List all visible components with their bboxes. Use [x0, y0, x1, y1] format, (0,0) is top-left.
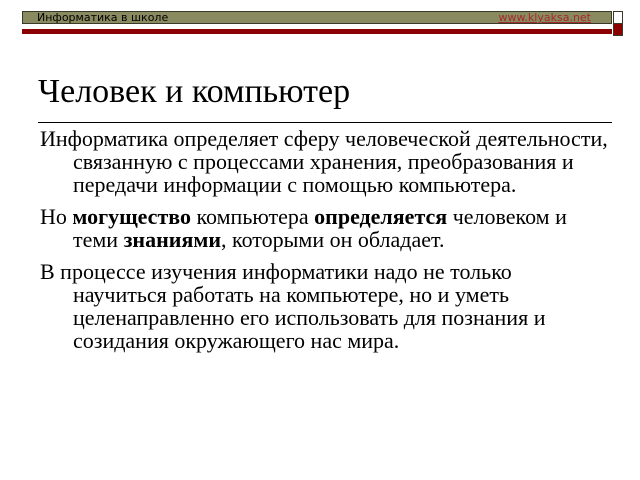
corner-box-accent: [613, 23, 623, 36]
slide-title: Человек и компьютер: [38, 73, 351, 110]
header-title: Информатика в школе: [37, 11, 169, 24]
website-link[interactable]: www.klyaksa.net: [498, 11, 591, 24]
paragraph-3: В процессе изучения информатики надо не только научиться работать на компьютере, но и уметь целенаправленно его использовать для познания и созидания окружающего нас мира.: [40, 259, 546, 353]
title-divider: [38, 122, 612, 123]
paragraph-2-bold-2: определяется: [314, 204, 448, 229]
paragraph-2-text-4: , которыми он обладает.: [221, 227, 445, 252]
paragraph-1: Информатика определяет сферу человеческой деятельности, связанную с процессами хранения, преобразования и передачи информации с помощью компьютера.: [40, 126, 608, 197]
paragraph-2-text-2: компьютера: [190, 204, 315, 229]
slide-body: [40, 127, 610, 361]
paragraph-2-text-1: Но: [40, 204, 73, 229]
header-accent-bar: [22, 29, 612, 34]
paragraph-2-bold-1: могущество: [72, 204, 191, 229]
paragraph-2-bold-3: знаниями: [123, 227, 222, 252]
paragraph-2: [40, 205, 610, 251]
header-banner: [22, 11, 612, 24]
paragraph-2-text-3: человеком и теми: [73, 204, 567, 252]
